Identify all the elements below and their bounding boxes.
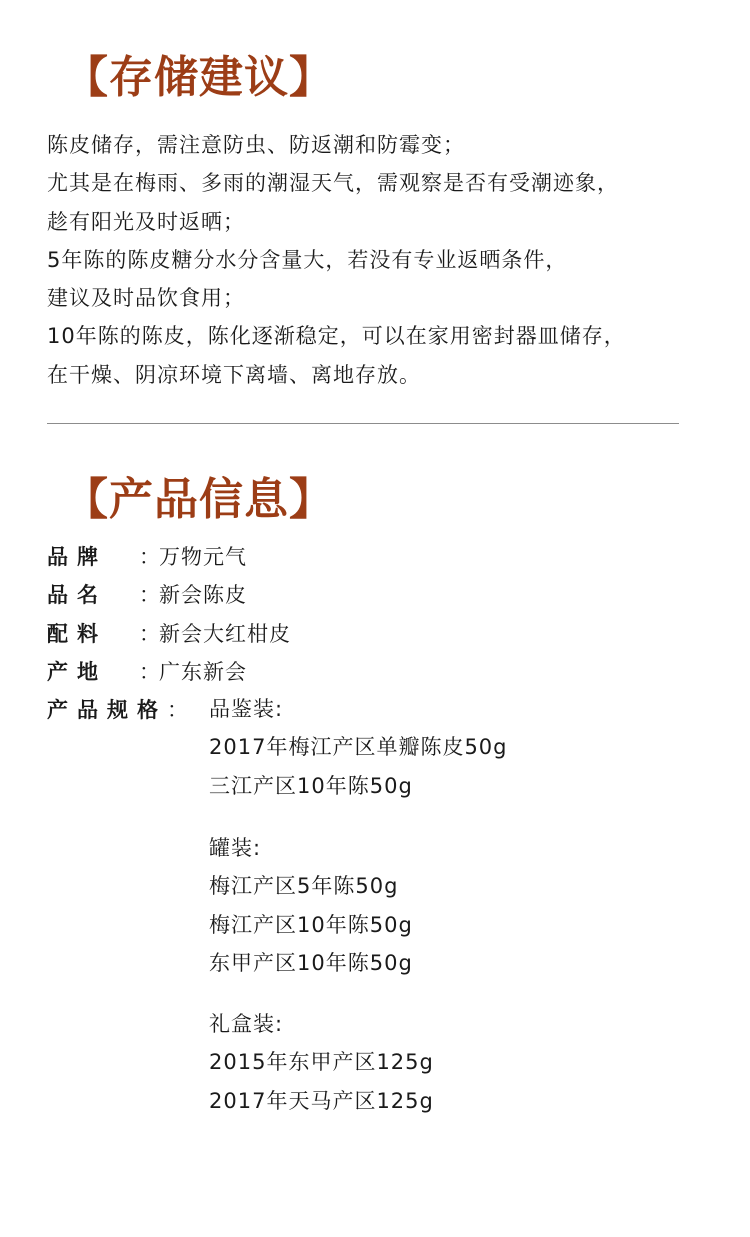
- spec-label-row: [47, 690, 188, 728]
- info-label: 配料: [47, 621, 107, 646]
- info-value: 新会陈皮: [159, 583, 247, 608]
- product-info-list: [47, 537, 727, 690]
- package-item: 东甲产区10年陈50g: [209, 950, 413, 975]
- storage-advice-paragraph: [47, 126, 727, 394]
- info-row-brand: [47, 537, 727, 575]
- info-value: 万物元气: [159, 545, 247, 570]
- storage-line: 尤其是在梅雨、多雨的潮湿天气，需观察是否有受潮迹象，: [47, 171, 619, 196]
- info-row-name: [47, 575, 727, 613]
- package-gift-box: [209, 1005, 434, 1120]
- package-item: 2017年天马产区125g: [209, 1088, 434, 1113]
- package-item: 三江产区10年陈50g: [209, 773, 413, 798]
- package-name: 罐装:: [209, 836, 262, 860]
- storage-line: 陈皮储存，需注意防虫、防返潮和防霉变；: [47, 133, 465, 157]
- storage-line: 10年陈的陈皮，陈化逐渐稳定，可以在家用密封器皿储存，: [47, 324, 626, 349]
- package-name: 礼盒装:: [209, 1012, 284, 1036]
- info-label: 品名: [47, 583, 107, 608]
- info-separator: ：: [139, 621, 160, 646]
- info-row-origin: [47, 652, 727, 690]
- info-value: 新会大红柑皮: [159, 621, 291, 646]
- info-label: 品牌: [47, 545, 107, 570]
- info-separator: ：: [139, 583, 160, 608]
- storage-advice-title: 【存储建议】: [64, 52, 334, 103]
- package-tasting: [209, 690, 508, 805]
- info-value: 广东新会: [159, 660, 247, 685]
- package-item: 梅江产区5年陈50g: [209, 874, 399, 899]
- package-item: 2017年梅江产区单瓣陈皮50g: [209, 735, 508, 760]
- spec-separator: ：: [167, 698, 188, 723]
- package-name: 品鉴装:: [209, 697, 284, 721]
- storage-line: 在干燥、阴凉环境下离墙、离地存放。: [47, 362, 421, 387]
- storage-line: 趁有阳光及时返晒；: [47, 209, 245, 234]
- info-row-ingredients: [47, 614, 727, 652]
- spec-label: 产品规格: [47, 698, 167, 723]
- info-separator: ：: [139, 545, 160, 570]
- product-info-title: 【产品信息】: [64, 474, 334, 525]
- storage-line: 5年陈的陈皮糖分水分含量大，若没有专业返晒条件，: [47, 247, 568, 272]
- package-item: 2015年东甲产区125g: [209, 1050, 434, 1075]
- package-jar: [209, 829, 413, 982]
- section-divider: [47, 423, 679, 424]
- package-item: 梅江产区10年陈50g: [209, 912, 413, 937]
- storage-line: 建议及时品饮食用；: [47, 286, 245, 311]
- info-label: 产地: [47, 660, 107, 685]
- info-separator: ：: [139, 660, 160, 685]
